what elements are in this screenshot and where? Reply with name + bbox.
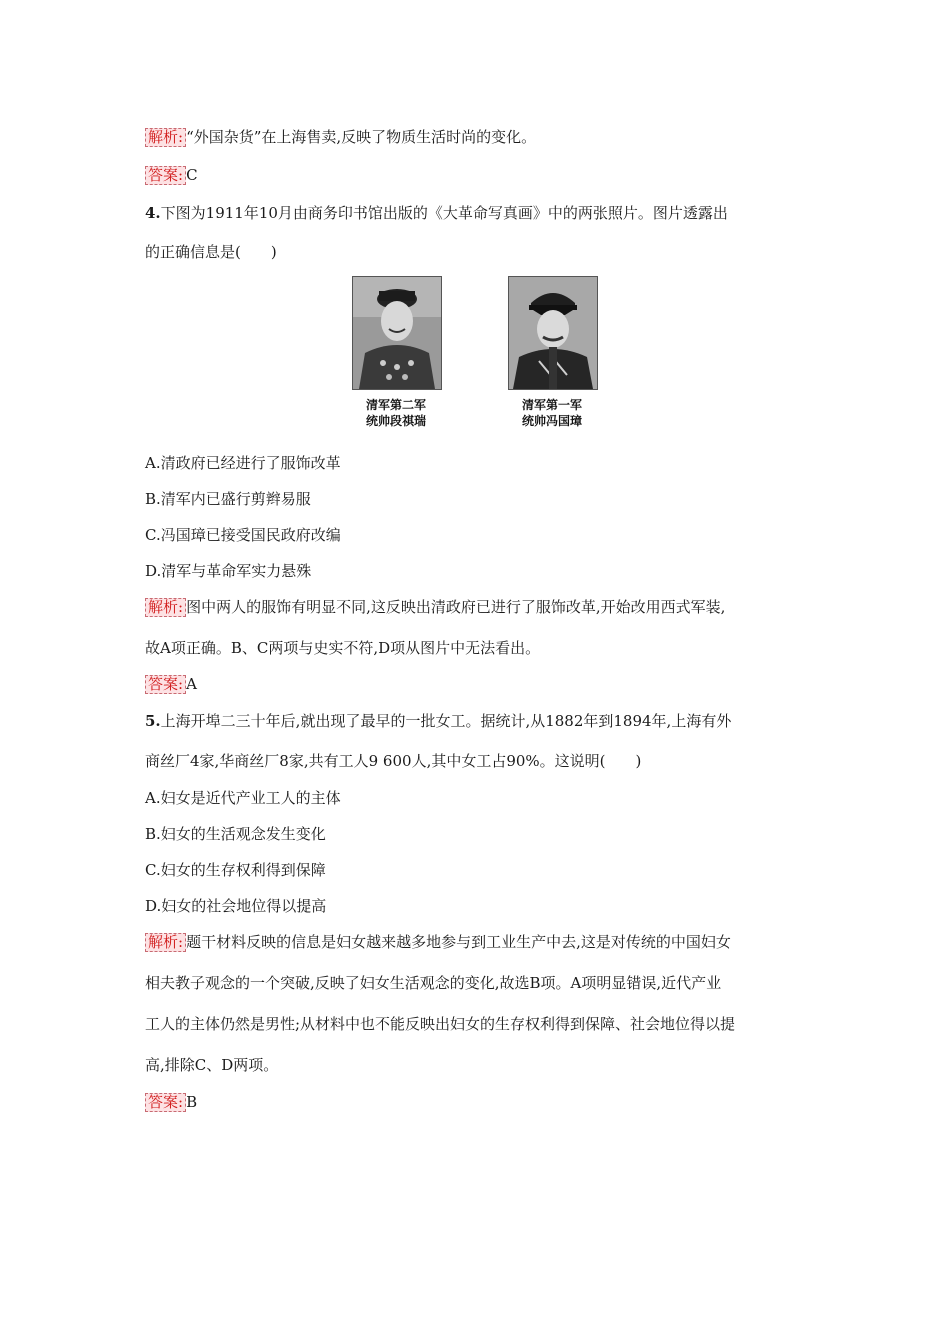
q5-stem-line2: 商丝厂4家,华商丝厂8家,共有工人9 600人,其中女工占90%。这说明( ) — [145, 752, 642, 770]
q5-option-a: A.妇女是近代产业工人的主体 — [145, 789, 341, 807]
q5-analysis-text1: 题干材料反映的信息是妇女越来越多地参与到工业生产中去,这是对传统的中国妇女 — [186, 933, 731, 951]
answer-tag: 答案: — [145, 166, 186, 185]
q5-option-b: B.妇女的生活观念发生变化 — [145, 825, 326, 843]
caption-line2: 统帅冯国璋 — [521, 414, 582, 428]
caption-line2: 统帅段祺瑞 — [365, 414, 426, 428]
q4-option-b: B.清军内已盛行剪辫易服 — [145, 490, 311, 508]
analysis-tag: 解析: — [145, 933, 186, 952]
q5-analysis-line4: 高,排除C、D两项。 — [145, 1056, 279, 1074]
q5-option-d: D.妇女的社会地位得以提高 — [145, 897, 327, 915]
analysis-tag: 解析: — [145, 128, 186, 147]
q5-answer-line — [145, 1092, 197, 1112]
q3-analysis-line — [145, 127, 536, 147]
analysis-tag: 解析: — [145, 598, 186, 617]
q5-analysis-line1 — [145, 932, 731, 952]
q4-option-c: C.冯国璋已接受国民政府改编 — [145, 526, 341, 544]
q4-stem-line1 — [145, 203, 728, 223]
photo-caption-duan — [341, 397, 451, 429]
portrait-image — [353, 277, 441, 389]
q5-answer-value: B — [186, 1093, 198, 1111]
q4-answer-value: A — [186, 675, 197, 693]
q4-stem-line2: 的正确信息是( ) — [145, 243, 277, 261]
q5-stem-text1: 上海开埠二三十年后,就出现了最早的一批女工。据统计,从1882年到1894年,上海有外 — [160, 712, 732, 730]
q4-option-d: D.清军与革命军实力悬殊 — [145, 562, 312, 580]
q5-analysis-line3: 工人的主体仍然是男性;从材料中也不能反映出妇女的生存权利得到保障、社会地位得以提 — [145, 1015, 736, 1033]
photo-caption-feng — [497, 397, 607, 429]
q5-analysis-line2: 相夫教子观念的一个突破,反映了妇女生活观念的变化,故选B项。A项明显错误,近代产业 — [145, 974, 722, 992]
q4-stem-text1: 下图为1911年10月由商务印书馆出版的《大革命写真画》中的两张照片。图片透露出 — [160, 204, 728, 222]
answer-tag: 答案: — [145, 1093, 186, 1112]
portrait-image — [509, 277, 597, 389]
q4-analysis-line1 — [145, 597, 725, 617]
q5-stem-line1 — [145, 711, 731, 731]
q4-option-a: A.清政府已经进行了服饰改革 — [145, 454, 341, 472]
q3-answer-value: C — [186, 166, 198, 184]
q4-analysis-text1: 图中两人的服饰有明显不同,这反映出清政府已进行了服饰改革,开始改用西式军装, — [186, 598, 726, 616]
q5-option-c: C.妇女的生存权利得到保障 — [145, 861, 326, 879]
caption-line1: 清军第一军 — [521, 398, 582, 412]
photo-feng-guozhang — [508, 276, 598, 390]
caption-line1: 清军第二军 — [365, 398, 426, 412]
q3-analysis-text: “外国杂货”在上海售卖,反映了物质生活时尚的变化。 — [186, 128, 537, 146]
q4-analysis-line2: 故A项正确。B、C两项与史实不符,D项从图片中无法看出。 — [145, 639, 541, 657]
photo-duan-qirui — [352, 276, 442, 390]
q5-number: 5. — [145, 712, 161, 730]
q3-answer-line — [145, 165, 198, 185]
answer-tag: 答案: — [145, 675, 186, 694]
q4-number: 4. — [145, 204, 161, 222]
q4-answer-line — [145, 674, 197, 694]
